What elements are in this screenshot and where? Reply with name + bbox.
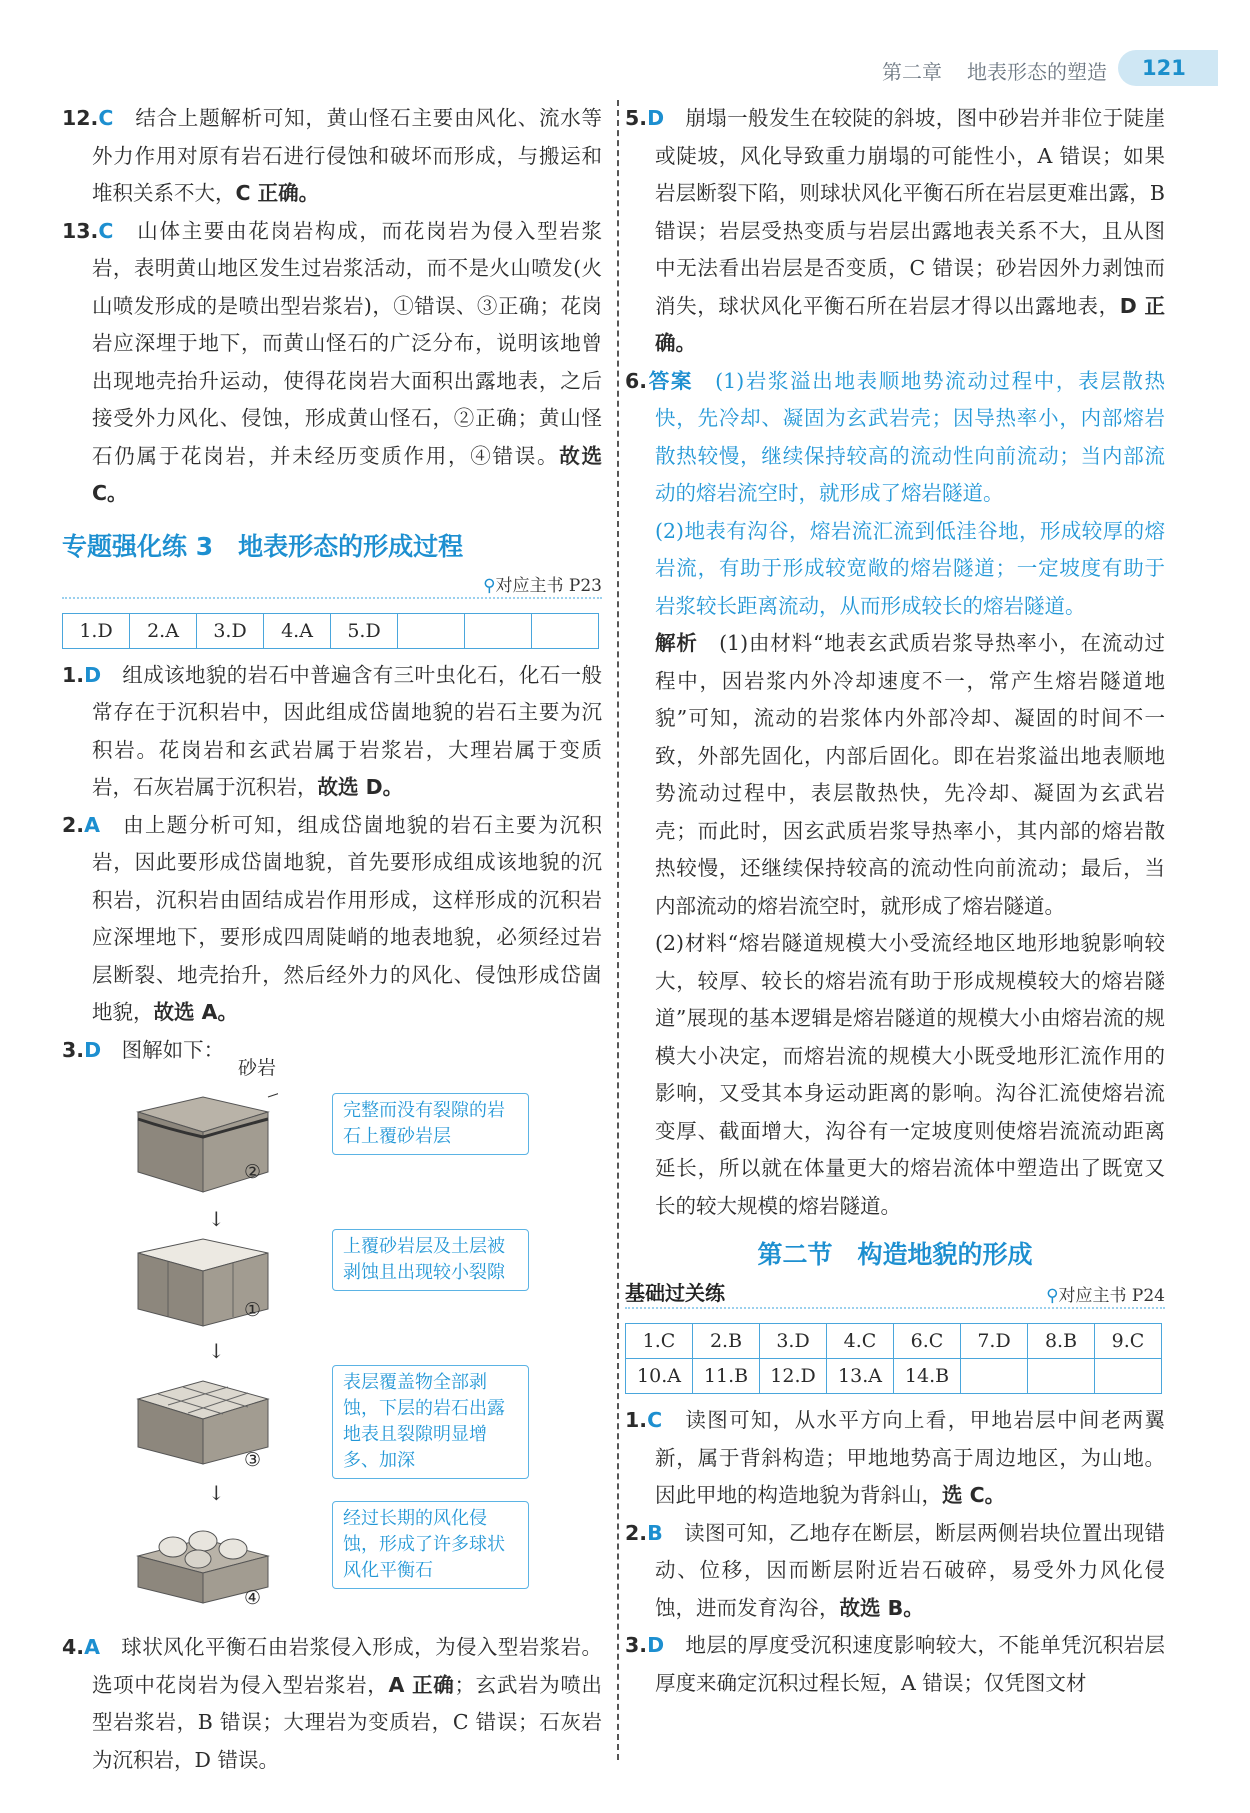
arrow-down-icon: ↓ <box>208 1481 225 1505</box>
answer-cell: 3.D <box>197 613 264 648</box>
answer-cell: 5.D <box>331 613 398 648</box>
question-1: 1.D 组成该地貌的岩石中普遍含有三叶虫化石，化石一般常存在于沉积岩中，因此组成岱崮地貌的岩石主要为沉积岩。花岗岩和玄武岩属于岩浆岩，大理岩属于变质岩，石灰岩属于沉积岩，故选 D。 <box>62 662 603 799</box>
answer-cell: 11.B <box>693 1359 760 1394</box>
answer-cell: 3.D <box>760 1324 827 1359</box>
column-divider <box>617 100 619 1760</box>
basic-question-3: 3.D 地层的厚度受沉积速度影响较大，不能单凭沉积岩层厚度来确定沉积过程长短，A 错误；仅凭图文材 <box>625 1633 1166 1695</box>
weathering-diagram <box>62 1057 602 1629</box>
chapter-title: 地表形态的塑造 <box>967 60 1107 84</box>
note-stage-4: 经过长期的风化侵蚀，形成了许多球状风化平衡石 <box>332 1501 529 1589</box>
answer-cell <box>961 1359 1028 1394</box>
answer-table <box>62 613 599 649</box>
note-stage-2: 上覆砂岩层及土层被剥蚀且出现较小裂隙 <box>332 1229 529 1291</box>
page-number: 121 <box>1118 50 1218 86</box>
answer-cell: 4.A <box>264 613 331 648</box>
basic-practice-title: 基础过关练 <box>625 1281 725 1305</box>
arrow-down-icon: ↓ <box>208 1339 225 1363</box>
reference-link[interactable]: ⚲对应主书 P24 <box>1046 1286 1165 1306</box>
answer-cell: 7.D <box>961 1324 1028 1359</box>
label-circle-1: ① <box>244 1299 262 1321</box>
question-6-analysis-2: (2)材料“熔岩隧道规模大小受流经地区地形地貌影响较大，较厚、较长的熔岩流有助于形成规模较大的熔岩隧道”展现的基本逻辑是熔岩隧道的规模大小由熔岩流的规模大小决定，而熔岩流的规模大小既受地形汇流作用的影响，又受其本身运动距离的影响。沟谷汇流使熔岩流变厚、截面增大，沟谷有一定坡度则使熔岩流流动距离延长，所以就在体量更大的熔岩流体中塑造出了既宽又长的较大规模的熔岩隧道。 <box>655 931 1165 1218</box>
question-12: 12.C 结合上题解析可知，黄山怪石主要由风化、流水等外力作用对原有岩石进行侵蚀和破坏而形成，与搬运和堆积关系不大，C 正确。 <box>62 106 603 205</box>
label-sandstone: 砂岩 <box>238 1057 277 1079</box>
question-3: 3.D 图解如下： <box>62 1037 225 1062</box>
answer-cell <box>398 613 465 648</box>
search-icon: ⚲ <box>1046 1286 1059 1306</box>
question-4: 4.A 球状风化平衡石由岩浆侵入形成，为侵入型岩浆岩。选项中花岗岩为侵入型岩浆岩，A 正确；玄武岩为喷出型岩浆岩，B 错误；大理岩为变质岩，C 错误；石灰岩为沉积岩，D 错误。 <box>62 1635 603 1772</box>
answer-cell: 8.B <box>1028 1324 1095 1359</box>
question-5: 5.D 崩塌一般发生在较陡的斜坡，图中砂岩并非位于陡崖或陡坡，风化导致重力崩塌的可能性小，A 错误；如果岩层断裂下陷，则球状风化平衡石所在岩层更难出露，B 错误；岩层受热变质与岩层出露地表关系不大，且从图中无法看出岩层是否变质，C 错误；砂岩因外力剥蚀而消失，球状风化平衡石所在岩层才得以出露地表，D 正确。 <box>625 106 1166 355</box>
answer-cell: 1.C <box>626 1324 693 1359</box>
note-stage-1: 完整而没有裂隙的岩石上覆砂岩层 <box>332 1093 529 1155</box>
reference-row <box>62 567 602 599</box>
answer-cell <box>465 613 532 648</box>
page-header <box>0 0 1250 90</box>
answer-table-basic <box>625 1323 1162 1394</box>
question-13: 13.C 山体主要由花岗岩构成，而花岗岩为侵入型岩浆岩，表明黄山地区发生过岩浆活动，而不是火山喷发(火山喷发形成的是喷出型岩浆岩)，①错误、③正确；花岗岩应深埋于地下，而黄山怪石的广泛分布，说明该地曾出现地壳抬升运动，使得花岗岩大面积出露地表，之后接受外力风化、侵蚀，形成黄山怪石，②正确；黄山怪石仍属于花岗岩，并未经历变质作用，④错误。故选 C。 <box>62 218 603 505</box>
answer-cell <box>1028 1359 1095 1394</box>
section-title-special-practice: 专题强化练 3 地表形态的形成过程 <box>62 531 464 561</box>
left-column <box>62 100 602 1779</box>
question-6-analysis-1: 解析 (1)由材料“地表玄武质岩浆导热率小，在流动过程中，因岩浆内外冷却速度不一，常产生熔岩隧道地貌”可知，流动的岩浆体内外部冷却、凝固的时间不一致，外部先固化，内部后固化。即在岩浆溢出地表顺地势流动过程中，表层散热快，先冷却、凝固为玄武岩壳；而此时，因玄武质岩浆导热率小，其内部的熔岩散热较慢，还继续保持较高的流动性向前流动；最后，当内部流动的熔岩流空时，就形成了熔岩隧道。 <box>655 631 1166 918</box>
question-2: 2.A 由上题分析可知，组成岱崮地貌的岩石主要为沉积岩，因此要形成岱崮地貌，首先要形成组成该地貌的沉积岩，沉积岩由固结成岩作用形成，这样形成的沉积岩应深埋地下，要形成四周陡峭的地表地貌，必须经过岩层断裂、地壳抬升，然后经外力的风化、侵蚀形成岱崮地貌，故选 A。 <box>62 812 603 1024</box>
answer-cell: 14.B <box>894 1359 961 1394</box>
search-icon: ⚲ <box>483 575 496 596</box>
answer-cell: 1.D <box>63 613 130 648</box>
label-circle-4: ④ <box>244 1587 262 1609</box>
answer-cell: 13.A <box>827 1359 894 1394</box>
question-6-answer: 6.答案 (1)岩浆溢出地表顺地势流动过程中，表层散热快，先冷却、凝固为玄武岩壳；因导热率小，内部熔岩散热较慢，继续保持较高的流动性向前流动；当内部流动的熔岩流空时，就形成了熔岩隧道。 <box>625 368 1166 505</box>
chapter-label: 第二章 <box>882 60 942 84</box>
basic-question-2: 2.B 读图可知，乙地存在断层，断层两侧岩块位置出现错动、位移，因而断层附近岩石破碎，易受外力风化侵蚀，进而发育沟谷，故选 B。 <box>625 1520 1165 1620</box>
basic-practice-row <box>625 1277 1165 1309</box>
answer-cell: 2.A <box>130 613 197 648</box>
answer-cell <box>1095 1359 1162 1394</box>
note-stage-3: 表层覆盖物全部剥蚀，下层的岩石出露地表且裂隙明显增多、加深 <box>332 1365 529 1479</box>
arrow-down-icon: ↓ <box>208 1207 225 1231</box>
reference-link[interactable]: ⚲对应主书 P23 <box>483 575 602 596</box>
question-6-answer-2: (2)地表有沟谷，熔岩流汇流到低洼谷地，形成较厚的熔岩流，有助于形成较宽敞的熔岩隧道；一定坡度有助于岩浆较长距离流动，从而形成较长的熔岩隧道。 <box>655 518 1165 618</box>
answer-cell: 4.C <box>827 1324 894 1359</box>
right-column <box>625 100 1165 1702</box>
answer-cell: 10.A <box>626 1359 693 1394</box>
answer-cell: 12.D <box>760 1359 827 1394</box>
answer-cell <box>532 613 599 648</box>
basic-question-1: 1.C 读图可知，从水平方向上看，甲地岩层中间老两翼新，属于背斜构造；甲地地势高于周边地区，为山地。因此甲地的构造地貌为背斜山，选 C。 <box>625 1408 1166 1507</box>
answer-cell: 2.B <box>693 1324 760 1359</box>
section-title-structural-landforms: 第二节 构造地貌的形成 <box>757 1240 1033 1269</box>
answer-cell: 6.C <box>894 1324 961 1359</box>
label-circle-3: ③ <box>244 1449 262 1471</box>
label-circle-2: ② <box>244 1161 262 1183</box>
answer-cell: 9.C <box>1095 1324 1162 1359</box>
